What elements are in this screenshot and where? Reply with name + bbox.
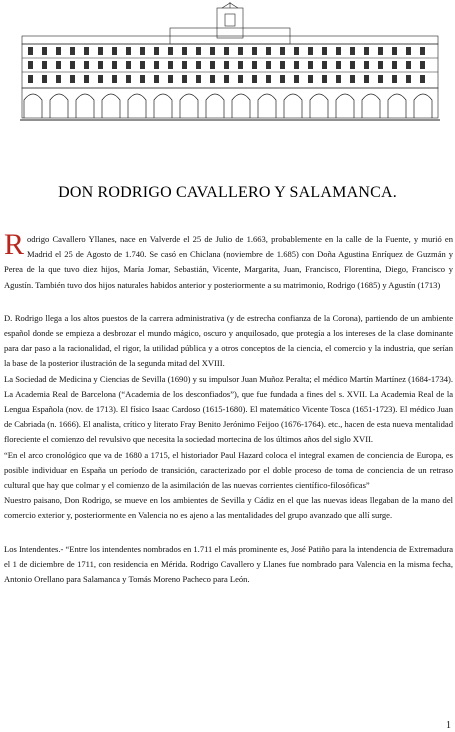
paragraph-quote: “En el arco cronológico que va de 1680 a 1715, el historiador Paul Hazard coloca el integral examen de conciencia de Europa, es posible individuar en España un período de transición, caracterizado por el doble proceso de toma de conciencia de un retraso cultural que hay que colmar y el comienzo de la asimilación de las nuevas corrientes científico-filosóficas” — [4, 449, 453, 491]
paragraph-intro-text: odrigo Cavallero Yllanes, nace en Valverde el 25 de Julio de 1.663, probablemente en la calle de la Fuente, y murió en Madrid el 25 de Agosto de 1.740. Se casó en Chiclana (noviembre de 1.685) con Doña Agustina Enríquez de Guzmán y Perea de la que tuvo diez hijos, María Jomar, Sebastián, Vicente, Margarita, Juan, Francisco, Florentina, Diego, Francisco y Agustín. También tuvo dos hijos naturales habidos anterior y posteriormente a su matrimonio, Rodrigo (1685) y Agustín (1713) — [4, 234, 453, 290]
paragraph-academies: La Sociedad de Medicina y Ciencias de Sevilla (1690) y su impulsor Juan Muñoz Peralta; el médico Martín Martínez (1684-1734). La Academia Real de Barcelona (“Academia de los desconfiados”), que fue fundada a fines del s. XVII. La Academia Real de la Lengua Española (nov. de 1713). El físico Isaac Cardoso (1615-1680). El matemático Vicente Tosca (1651-1723). El médico Juan de Cabriada (n. 1666). El analista, crítico y literato Fray Benito Jerónimo Feijoo (1676-1764). etc., hacen de esta nueva mentalidad florecientе el comienzo del revulsivo que necesita la sociedad mortecina de los últimos años del siglo XVII. — [4, 373, 453, 445]
paragraph-intro — [4, 228, 453, 293]
page-number: 1 — [446, 720, 451, 731]
paragraph-intendentes: Los Intendentes.- “Entre los intendentes nombrados en 1.711 el más prominente es, José Patiño para la intendencia de Extremadura el 1 de diciembre de 1711, con residencia en Mérida. Rodrigo Cavallero y Llanes fue nombrado para Valencia en la misma fecha, Antonio Orellano para Salamanca y Tomás Moreno Pacheco para León. — [4, 543, 453, 585]
drop-cap: R — [4, 228, 25, 261]
plaza-mayor-facade-engraving — [20, 0, 440, 125]
document-body — [4, 228, 453, 587]
paragraph-paisano: Nuestro paisano, Don Rodrigo, se mueve en los ambientes de Sevilla y Cádiz en el que las nuevas ideas llegaban de la mano del comercio exterior y, posteriormente en Valencia no es ajeno a las mentalidades del grupo avanzado que allí surge. — [4, 495, 453, 521]
page-title: DON RODRIGO CAVALLERO Y SALAMANCA. — [58, 184, 397, 201]
paragraph-career: D. Rodrigo llega a los altos puestos de la carrera administrativa (y de estrecha confianza de la Corona), partiendo de un ambiente español donde se empieza a desbrozar el mundo mágico, oscuro y anquilosado, que protegía a los intereses de la clase dominante para dar paso a la racionalidad, el rigor, la utilidad pública y a otros conceptos de la ciencia, el comercio y la industria, que serían la base de la posterior ilustración de la segunda mitad del XVIII. — [4, 312, 453, 369]
